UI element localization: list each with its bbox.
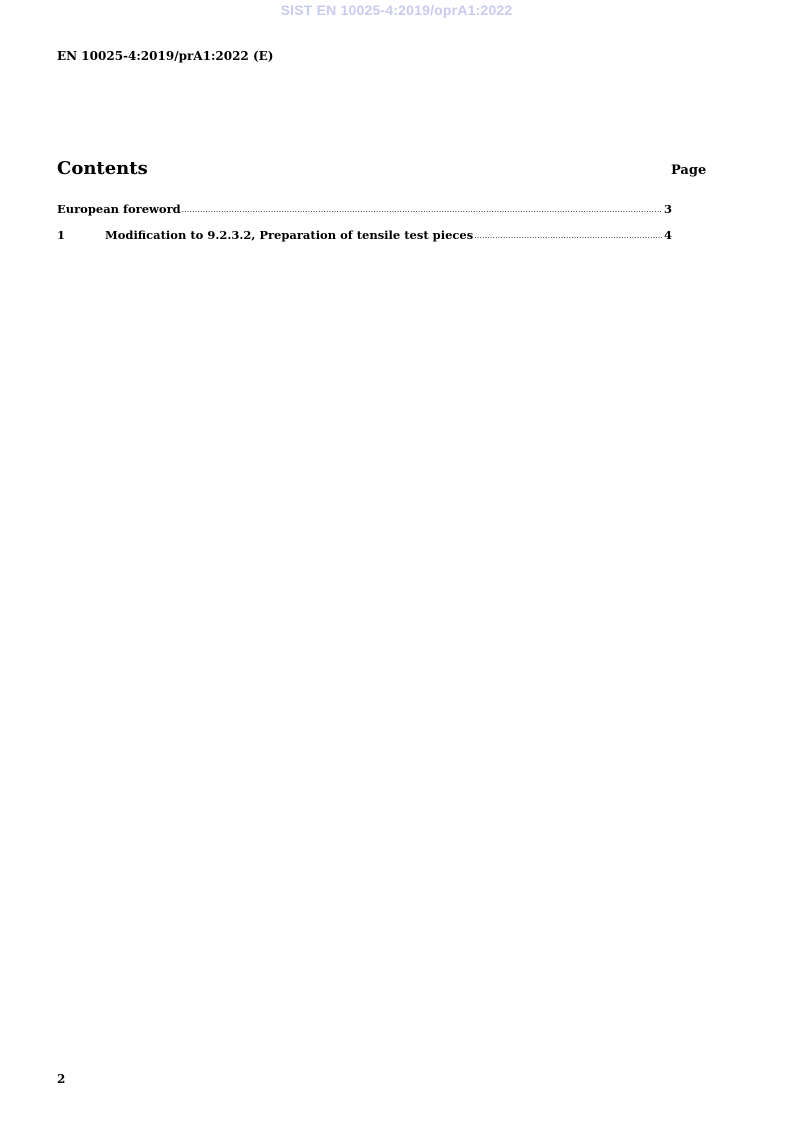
watermark: SIST EN 10025-4:2019/oprA1:2022 — [280, 2, 513, 18]
page-column-label: Page — [671, 163, 707, 178]
toc-entry-european-foreword[interactable] — [57, 202, 672, 216]
toc-entry-modification[interactable] — [57, 228, 672, 242]
toc-entry-title[interactable]: European foreword — [57, 202, 181, 216]
toc-entry-title[interactable]: Modification to 9.2.3.2, Preparation of tensile test pieces — [105, 228, 474, 242]
document-identifier: EN 10025-4:2019/prA1:2022 (E) — [57, 49, 274, 63]
toc-entry-page[interactable]: 3 — [663, 202, 672, 216]
page-number: 2 — [57, 1072, 66, 1086]
table-of-contents — [57, 202, 672, 254]
contents-heading: Contents — [57, 158, 148, 179]
toc-entry-number: 1 — [57, 228, 66, 242]
toc-dot-leader — [182, 203, 662, 217]
toc-entry-page[interactable]: 4 — [663, 228, 672, 242]
toc-dot-leader — [474, 229, 662, 243]
